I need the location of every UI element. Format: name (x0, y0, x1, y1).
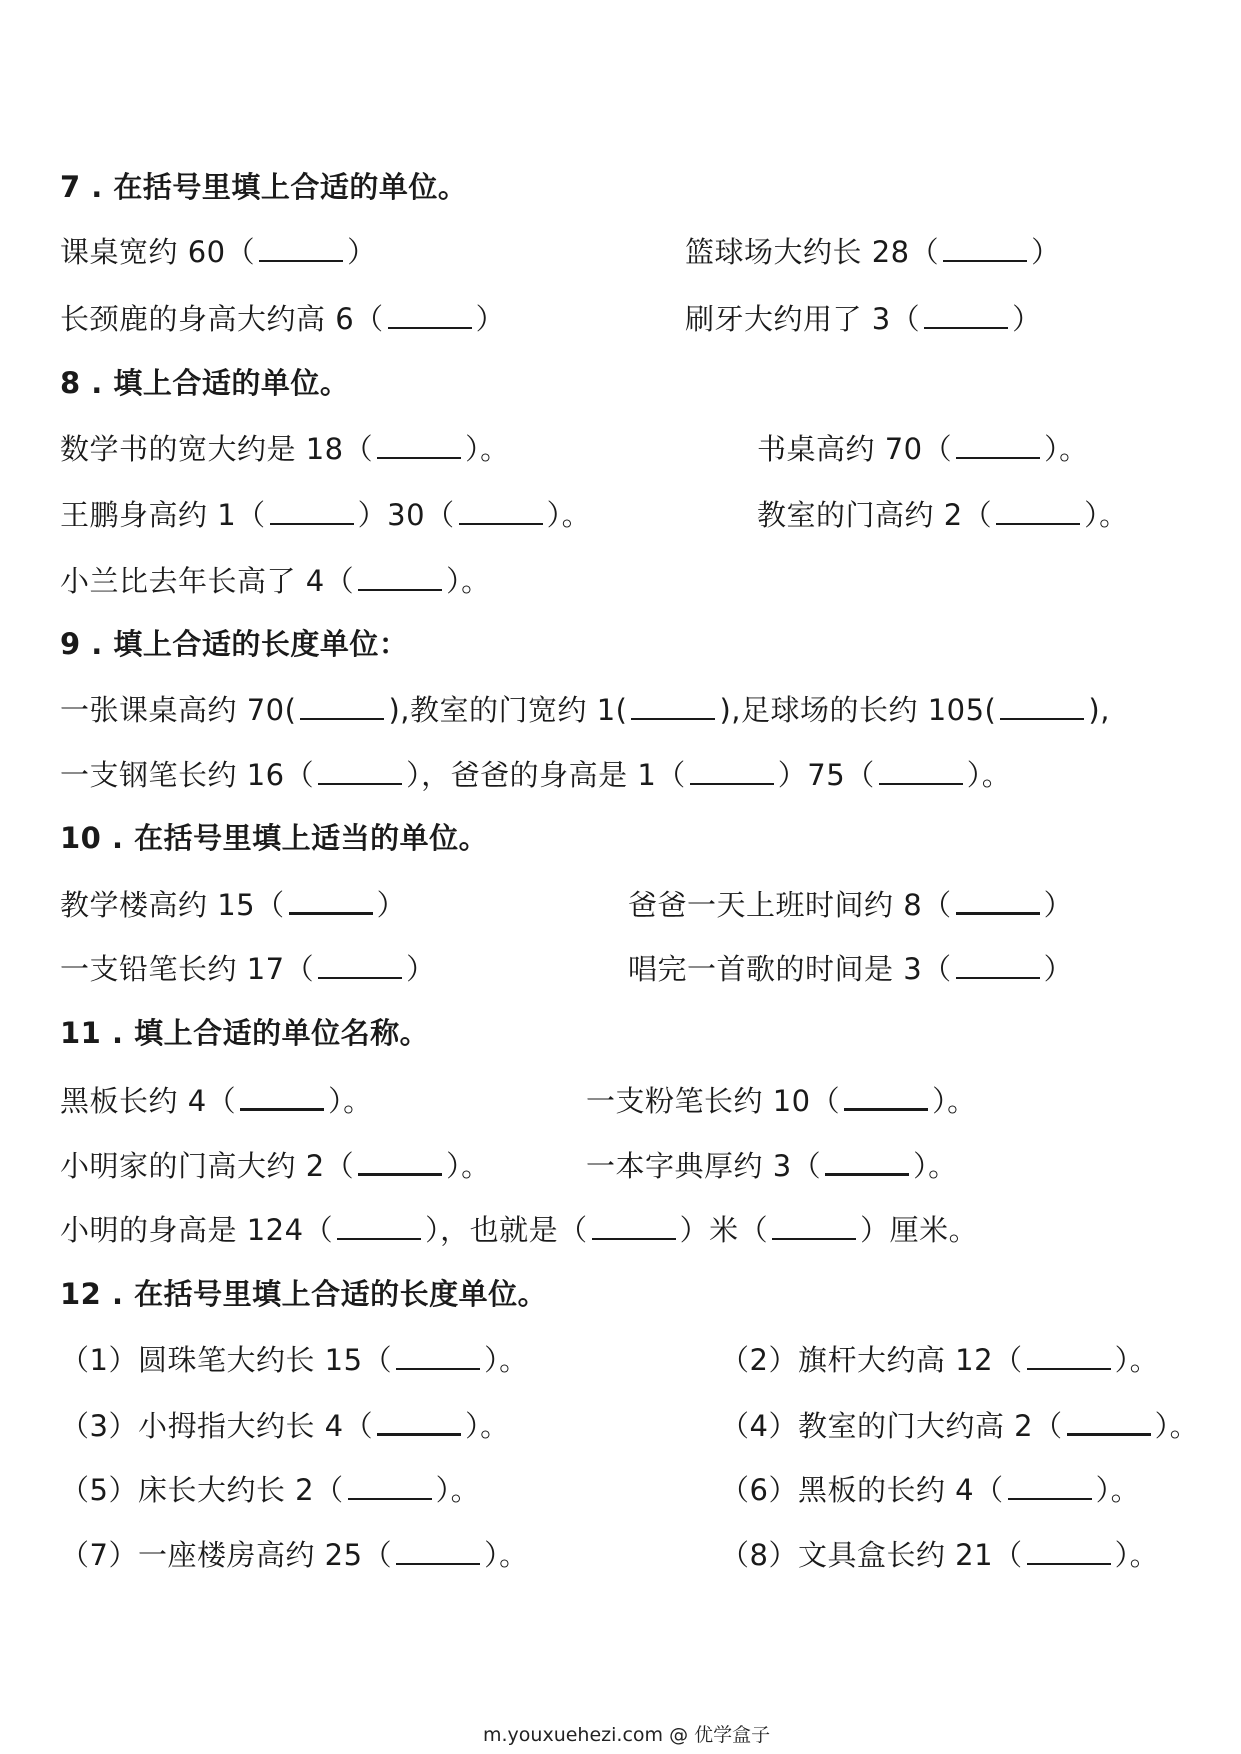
answer-blank[interactable] (631, 690, 715, 720)
answer-blank[interactable] (240, 1080, 324, 1111)
answer-blank[interactable] (377, 1405, 461, 1436)
q11-item-4: 一本字典厚约 3（ ）。 (586, 1145, 958, 1185)
answer-blank[interactable] (1000, 690, 1084, 720)
q12-item-2: （2）旗杆大约高 12（ ）。 (720, 1340, 1159, 1379)
q11-item-3: 小明家的门高大约 2（ ）。 (60, 1145, 491, 1185)
q10-item-1: 教学楼高约 15（ ） (60, 884, 406, 924)
q12-item-5: （5）床长大约长 2（ ）。 (60, 1470, 480, 1509)
answer-blank[interactable] (388, 299, 472, 329)
answer-blank[interactable] (1027, 1340, 1111, 1370)
answer-blank[interactable] (956, 884, 1040, 915)
q12-item-4: （4）教室的门大约高 2（ ）。 (720, 1405, 1199, 1445)
answer-blank[interactable] (1027, 1535, 1111, 1565)
q7-heading: 7 . 在括号里填上合适的单位。 (60, 170, 468, 204)
answer-blank[interactable] (396, 1535, 480, 1565)
q12-item-3: （3）小拇指大约长 4（ ）。 (60, 1405, 510, 1445)
answer-blank[interactable] (690, 755, 774, 785)
q9-item-2: 一支钢笔长约 16（ ），爸爸的身高是 1（ ）75（ ）。 (60, 755, 1011, 794)
q12-heading: 12 . 在括号里填上合适的长度单位。 (60, 1277, 548, 1311)
answer-blank[interactable] (348, 1470, 432, 1500)
answer-blank[interactable] (825, 1145, 909, 1176)
q12-item-1: （1）圆珠笔大约长 15（ ）。 (60, 1340, 529, 1379)
answer-blank[interactable] (377, 429, 461, 459)
answer-blank[interactable] (358, 561, 442, 591)
answer-blank[interactable] (289, 884, 373, 915)
answer-blank[interactable] (396, 1340, 480, 1370)
q8-item-2: 书桌高约 70（ ）。 (757, 429, 1089, 468)
q8-item-3: 王鹏身高约 1（ ）30（ ）。 (60, 495, 591, 534)
answer-blank[interactable] (300, 690, 384, 720)
answer-blank[interactable] (996, 495, 1080, 525)
answer-blank[interactable] (337, 1210, 421, 1240)
q8-item-1: 数学书的宽大约是 18（ ）。 (60, 429, 510, 468)
answer-blank[interactable] (956, 429, 1040, 459)
q12-item-6: （6）黑板的长约 4（ ）。 (720, 1470, 1140, 1509)
answer-blank[interactable] (459, 495, 543, 525)
q9-item-1: 一张课桌高约 70( ),教室的门宽约 1( ),足球场的长约 105( ), (60, 690, 1110, 729)
answer-blank[interactable] (358, 1145, 442, 1176)
answer-blank[interactable] (270, 495, 354, 525)
answer-blank[interactable] (318, 949, 402, 979)
q8-heading: 8 . 填上合适的单位。 (60, 366, 350, 400)
answer-blank[interactable] (1067, 1405, 1151, 1436)
q11-item-1: 黑板长约 4（ ）。 (60, 1080, 373, 1120)
q10-item-3: 一支铅笔长约 17（ ） (60, 949, 436, 988)
q10-item-2: 爸爸一天上班时间约 8（ ） (628, 884, 1073, 924)
q11-heading: 11 . 填上合适的单位名称。 (60, 1016, 430, 1050)
answer-blank[interactable] (943, 232, 1027, 262)
q7-item-4: 刷牙大约用了 3（ ） (685, 299, 1042, 338)
q10-item-4: 唱完一首歌的时间是 3（ ） (628, 949, 1073, 988)
answer-blank[interactable] (956, 949, 1040, 979)
q8-item-4: 教室的门高约 2（ ）。 (757, 495, 1129, 534)
q12-item-8: （8）文具盒长约 21（ ）。 (720, 1535, 1159, 1574)
q10-heading: 10 . 在括号里填上适当的单位。 (60, 821, 489, 855)
answer-blank[interactable] (879, 755, 963, 785)
answer-blank[interactable] (592, 1210, 676, 1240)
answer-blank[interactable] (318, 755, 402, 785)
q11-item-2: 一支粉笔长约 10（ ）。 (586, 1080, 977, 1120)
answer-blank[interactable] (772, 1210, 856, 1240)
q8-item-5: 小兰比去年长高了 4（ ）。 (60, 561, 491, 600)
q7-item-3: 长颈鹿的身高大约高 6（ ） (60, 299, 505, 338)
q11-item-5: 小明的身高是 124（ ），也就是（ ）米（ ）厘米。 (60, 1210, 978, 1249)
answer-blank[interactable] (259, 232, 343, 262)
footer-source-text: m.youxuehezi.com @ 优学盒子 (483, 1724, 771, 1746)
answer-blank[interactable] (1008, 1470, 1092, 1500)
q7-item-1: 课桌宽约 60（ ） (60, 232, 377, 271)
answer-blank[interactable] (844, 1080, 928, 1111)
answer-blank[interactable] (924, 299, 1008, 329)
q9-heading: 9 . 填上合适的长度单位： (60, 627, 409, 661)
q7-item-2: 篮球场大约长 28（ ） (685, 232, 1061, 271)
q12-item-7: （7）一座楼房高约 25（ ）。 (60, 1535, 529, 1574)
